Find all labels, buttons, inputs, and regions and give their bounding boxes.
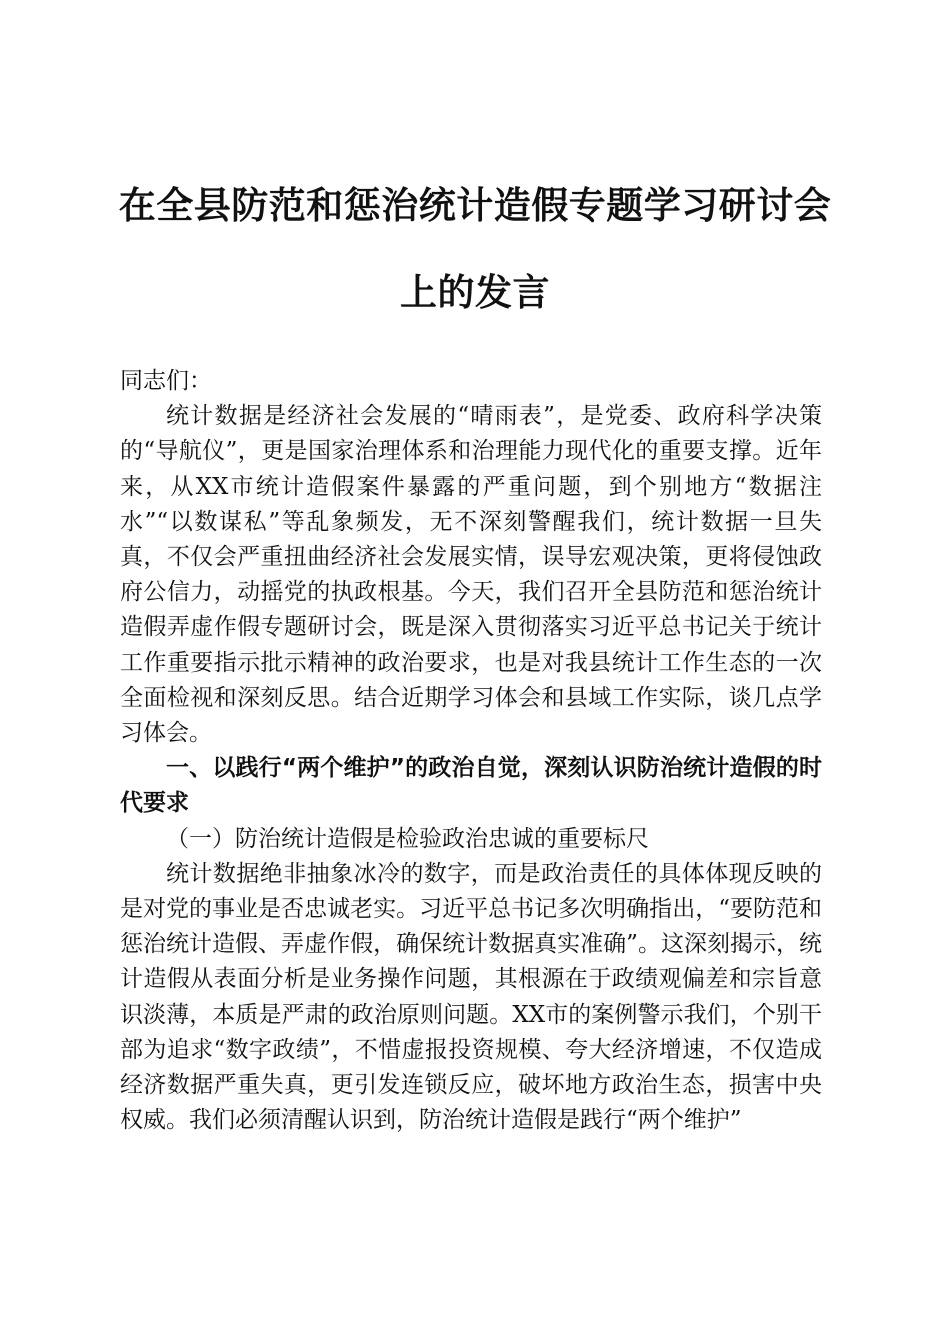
- salutation: 同志们：: [120, 368, 212, 394]
- section-1-heading: 一、以践行“两个维护”的政治自觉，深刻认识防治统计造假的时代要求: [120, 755, 822, 817]
- document-title: 在全县防范和惩治统计造假专题学习研讨会上的发言: [118, 183, 832, 314]
- subsection-1-paragraph: 统计数据绝非抽象冰冷的数字，而是政治责任的具体体现反映的是对党的事业是否忠诚老实。习近平总书记多次明确指出，“要防范和惩治统计造假、弄虚作假，确保统计数据真实准确”。这深刻揭示，统计造假从表面分析是业务操作问题，其根源在于政绩观偏差和宗旨意识淡薄，本质是严肃的政治原则问题。XX市的案例警示我们，个别干部为追求“数字政绩”，不惜虚报投资规模、夸大经济增速，不仅造成经济数据严重失真，更引发连锁反应，破坏地方政治生态，损害中央权威。我们必须清醒认识到，防治统计造假是践行“两个维护”: [120, 860, 822, 1134]
- document-body: [120, 364, 822, 1138]
- subsection-1-heading: （一）防治统计造假是检验政治忠诚的重要标尺: [166, 825, 649, 852]
- intro-paragraph: 统计数据是经济社会发展的“晴雨表”，是党委、政府科学决策的“导航仪”，更是国家治理体系和治理能力现代化的重要支撑。近年来，从XX市统计造假案件暴露的严重问题，到个别地方“数据注水”“以数谋私”等乱象频发，无不深刻警醒我们，统计数据一旦失真，不仅会严重扭曲经济社会发展实情，误导宏观决策，更将侵蚀政府公信力，动摇党的执政根基。今天，我们召开全县防范和惩治统计造假弄虚作假专题研讨会，既是深入贯彻落实习近平总书记关于统计工作重要指示批示精神的政治要求，也是对我县统计工作生态的一次全面检视和深刻反思。结合近期学习体会和县域工作实际，谈几点学习体会。: [120, 403, 822, 747]
